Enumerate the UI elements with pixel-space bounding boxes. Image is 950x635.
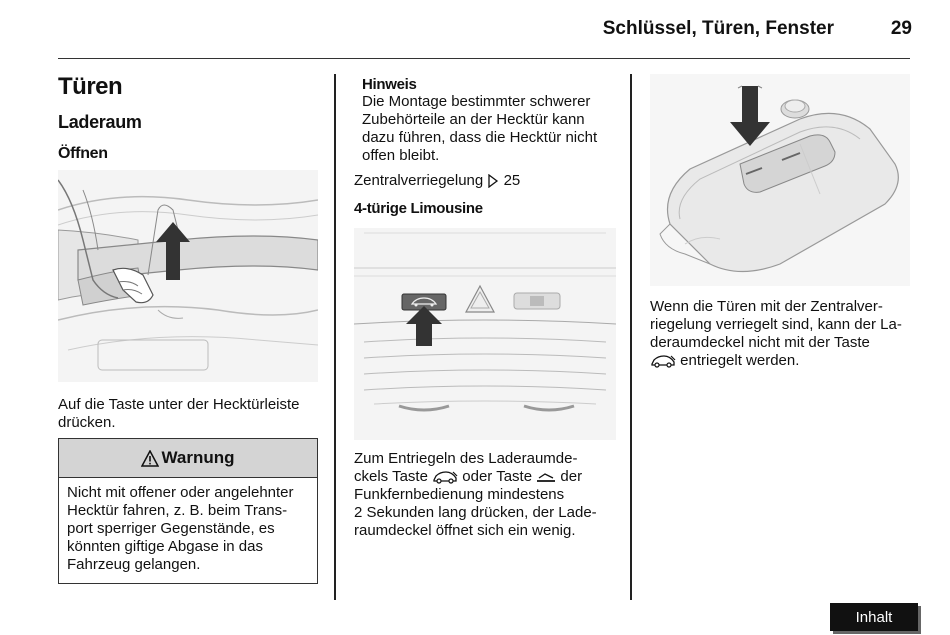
column-divider-1 bbox=[334, 74, 336, 600]
note-line: Zubehörteile an der Hecktür kann bbox=[362, 111, 585, 128]
tailgate-handle-illustration bbox=[58, 170, 318, 382]
running-header-title: Schlüssel, Türen, Fenster bbox=[602, 18, 834, 39]
xref-page[interactable]: 25 bbox=[503, 172, 521, 189]
cross-reference[interactable] bbox=[354, 172, 520, 190]
warning-box bbox=[58, 438, 318, 584]
warning-triangle-icon bbox=[141, 450, 159, 467]
note-text bbox=[362, 93, 624, 165]
remote-key-illustration bbox=[650, 74, 910, 286]
note-block bbox=[362, 76, 624, 165]
paragraph-line bbox=[354, 468, 624, 486]
warning-line: Nicht mit offener oder angelehnter bbox=[67, 484, 294, 501]
subsection-heading: Laderaum bbox=[58, 112, 142, 132]
paragraph-line: Funkfernbedienung mindestens bbox=[354, 486, 565, 503]
note-line: offen bleibt. bbox=[362, 147, 440, 164]
unlock-instruction bbox=[354, 450, 624, 540]
warning-header bbox=[59, 439, 317, 478]
paragraph-line: riegelung verriegelt sind, kann der La- bbox=[650, 316, 902, 333]
warning-line: Fahrzeug gelangen. bbox=[67, 556, 201, 573]
instruction-text bbox=[58, 396, 328, 432]
note-line: dazu führen, dass die Hecktür nicht bbox=[362, 129, 598, 146]
warning-line: Hecktür fahren, z. B. beim Trans- bbox=[67, 502, 288, 519]
paragraph-line: deraumdeckel nicht mit der Taste bbox=[650, 334, 870, 351]
warning-line: könnten giftige Abgase in das bbox=[67, 538, 263, 555]
car-trunk-icon bbox=[650, 354, 676, 368]
subsubsection-heading: Öffnen bbox=[58, 145, 108, 162]
page-reference-arrow-icon bbox=[487, 174, 499, 188]
paragraph-fragment: der bbox=[560, 468, 583, 485]
note-title: Hinweis bbox=[362, 76, 417, 93]
paragraph-fragment: oder Taste bbox=[462, 468, 533, 485]
paragraph-fragment: ckels Taste bbox=[354, 468, 428, 485]
header-rule bbox=[58, 58, 910, 59]
paragraph-line: 2 Sekunden lang drücken, der Lade- bbox=[354, 504, 597, 521]
instruction-line: drücken. bbox=[58, 414, 116, 431]
column-divider-2 bbox=[630, 74, 632, 600]
paragraph-line: Zum Entriegeln des Laderaumde- bbox=[354, 450, 578, 467]
section-heading: Türen bbox=[58, 73, 123, 100]
center-console-illustration bbox=[354, 228, 616, 440]
warning-title: Warnung bbox=[161, 448, 235, 467]
page-number: 29 bbox=[890, 18, 912, 39]
model-heading: 4-türige Limousine bbox=[354, 200, 483, 217]
paragraph-line bbox=[650, 352, 920, 370]
paragraph-line: raumdeckel öffnet sich ein wenig. bbox=[354, 522, 576, 539]
remote-trunk-icon bbox=[536, 470, 556, 484]
locked-note-text bbox=[650, 298, 920, 370]
paragraph-fragment: entriegelt werden. bbox=[680, 352, 800, 369]
warning-text bbox=[59, 478, 317, 580]
note-line: Die Montage bestimmter schwerer bbox=[362, 93, 591, 110]
xref-text[interactable]: Zentralverriegelung bbox=[354, 172, 484, 189]
car-trunk-icon bbox=[432, 470, 458, 484]
warning-line: port sperriger Gegenstände, es bbox=[67, 520, 275, 537]
contents-button[interactable] bbox=[830, 603, 918, 631]
paragraph-line: Wenn die Türen mit der Zentralver- bbox=[650, 298, 883, 315]
contents-button-label[interactable]: Inhalt bbox=[855, 608, 893, 626]
instruction-line: Auf die Taste unter der Hecktürleiste bbox=[58, 396, 300, 413]
